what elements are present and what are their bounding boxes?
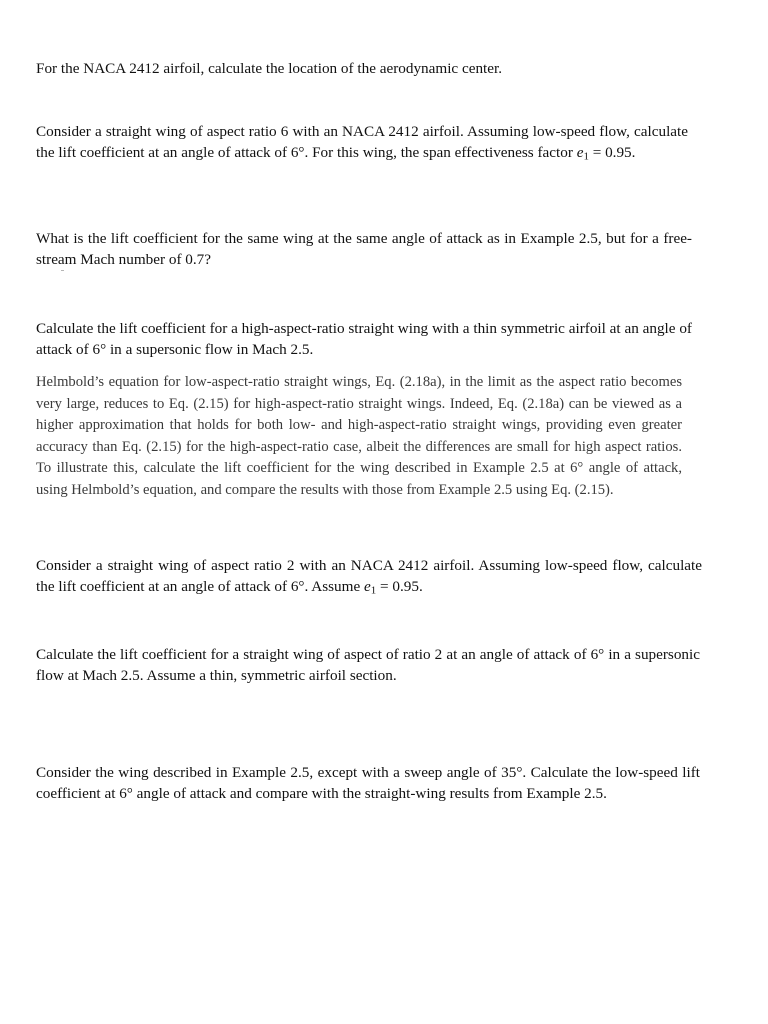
problem-supersonic-high-aspect: Calculate the lift coefficient for a high-aspect-ratio straight wing with a thin symmetric airfoil at an angle of attack of 6° in a supersonic flow in Mach 2.5.	[36, 320, 692, 358]
problem-lift-mach-0-7: What is the lift coefficient for the same wing at the same angle of attack as in Example 2.5, but for a free-stream Mach number of 0.7?	[36, 230, 692, 268]
problem-lift-aspect-ratio-6	[36, 121, 688, 168]
variable-e: e	[576, 144, 584, 161]
problem-swept-wing: Consider the wing described in Example 2.5, except with a sweep angle of 35°. Calculate the low-speed lift coefficient at 6° angle of attack and compare with the straight-wing results from Example 2.5.	[36, 764, 700, 802]
variable-subscript: 1	[583, 150, 589, 163]
problem-helmbold-equation: Helmbold’s equation for low-aspect-ratio straight wings, Eq. (2.18a), in the limit as the aspect ratio becomes very large, reduces to Eq. (2.15) for high-aspect-ratio straight wings. Indeed, Eq. (2.18a) can be viewed as a higher approximation that holds for both low- and high-aspect-ratio straight wings, providing even greater accuracy than Eq. (2.15) for the high-aspect-ratio case, albeit the differences are small for high aspect ratios. To illustrate this, calculate the lift coefficient for the wing described in Example 2.5 at 6° angle of attack, using Helmbold’s equation, and compare the results with those from Example 2.5 using Eq. (2.15).	[36, 374, 682, 498]
problem-supersonic-aspect-ratio-2: Calculate the lift coefficient for a straight wing of aspect of ratio 2 at an angle of attack of 6° in a supersonic flow at Mach 2.5. Assume a thin, symmetric airfoil section.	[36, 646, 700, 684]
problem-text: Consider a straight wing of aspect ratio 2 with an NACA 2412 airfoil. Assuming low-speed flow, calculate the lift coefficient at an angle of attack of 6°. Assume	[36, 557, 702, 595]
problem-lift-aspect-ratio-2	[36, 555, 702, 602]
variable-e: e	[364, 578, 371, 595]
variable-subscript: 1	[370, 584, 377, 597]
problem-text-tail: = 0.95.	[376, 578, 423, 595]
problem-text-tail: = 0.95.	[588, 144, 636, 161]
problem-aerodynamic-center: For the NACA 2412 airfoil, calculate the location of the aerodynamic center.	[36, 60, 503, 77]
problem-text: Consider a straight wing of aspect ratio 6 with an NACA 2412 airfoil. Assuming low-speed flow, calculate the lift coefficient at an angle of attack of 6°. For this wing, the span effectiveness factor	[36, 123, 688, 161]
scan-mark	[61, 270, 64, 271]
